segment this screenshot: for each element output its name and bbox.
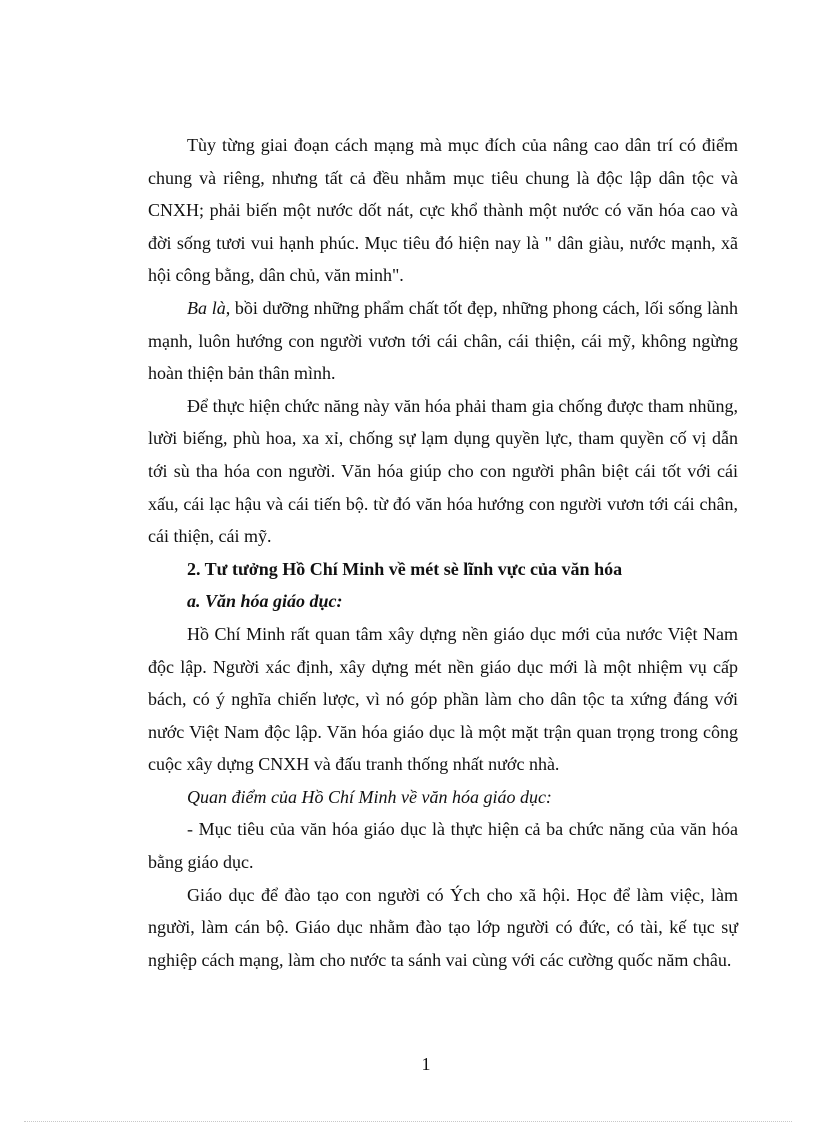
document-body [148, 129, 738, 976]
page-bottom-dotted-rule [24, 1121, 792, 1122]
paragraph-ba-la [148, 292, 738, 390]
section-heading: 2. Tư tưởng Hồ Chí Minh về mét sè lĩnh vực của văn hóa [187, 558, 623, 579]
subsection-heading: a. Văn hóa giáo dục: [187, 591, 343, 612]
paragraph-text: Để thực hiện chức năng này văn hóa phải tham gia chống được tham nhũng, lười biếng, phù hoa, xa xỉ, chống sự lạm dụng quyền lực, tham quyền cố vị dẫn tới sù tha hóa con người. Văn hóa giúp cho con người phân biệt cái tốt với cái xấu, cái lạc hậu và cái tiến bộ. từ đó văn hóa hướng con người vươn tới cái chân, cái thiện, cái mỹ. [148, 395, 738, 547]
paragraph-education-purpose: Giáo dục để đào tạo con người có Ých cho xã hội. Học để làm việc, làm người, làm cán bộ. Giáo dục nhằm đào tạo lớp người có đức, có tài, kế tục sự nghiệp cách mạng, làm cho nước ta sánh vai cùng với các cường quốc năm châu. [148, 884, 738, 970]
paragraph-dan-tri-goals [148, 129, 738, 292]
paragraph-text: , bồi dưỡng những phẩm chất tốt đẹp, những phong cách, lối sống lành mạnh, luôn hướng con người vươn tới cái chân, cái thiện, cái mỹ, không ngừng hoàn thiện bản thân mình. [148, 297, 738, 384]
paragraph-lead-italic: Ba là [187, 297, 226, 318]
paragraph-education-intro: Hồ Chí Minh rất quan tâm xây dựng nền giáo dục mới của nước Việt Nam độc lập. Người xác định, xây dựng mét nền giáo dục mới là một nhiệm vụ cấp bách, có ý nghĩa chiến lược, vì nó góp phần làm cho dân tộc ta xứng đáng với nước Việt Nam độc lập. Văn hóa giáo dục là một mặt trận quan trọng trong công cuộc xây dựng CNXH và đấu tranh thống nhất nước nhà. [148, 623, 738, 775]
bullet-paragraph: - Mục tiêu của văn hóa giáo dục là thực hiện cả ba chức năng của văn hóa bằng giáo dục. [148, 819, 738, 873]
italic-caption-line: Quan điểm của Hồ Chí Minh về văn hóa giáo dục: [187, 786, 552, 807]
paragraph-text: Tùy từng giai đoạn cách mạng mà mục đích của nâng cao dân trí có điểm chung và riêng, nhưng tất cả đều nhằm mục tiêu chung là độc lập dân tộc và CNXH; phải biến một nước dốt nát, cực khổ thành một nước có văn hóa cao và đời sống tươi vui hạnh phúc. Mục tiêu đó hiện nay là " dân giàu, nước mạnh, xã hội công bằng, dân chủ, văn minh". [148, 135, 738, 286]
page-number: 1 [421, 1054, 431, 1074]
paragraph-culture-function [148, 390, 738, 553]
